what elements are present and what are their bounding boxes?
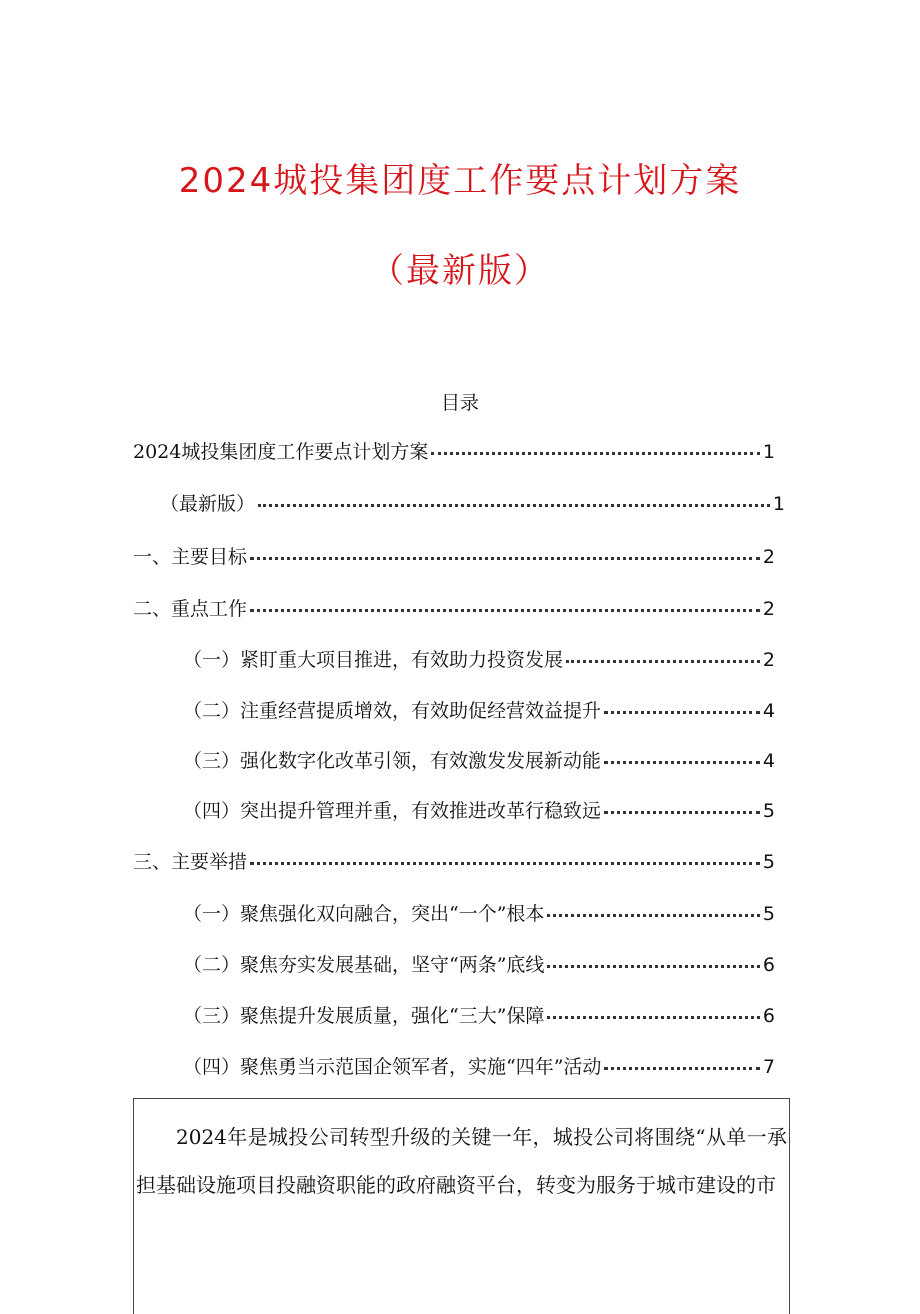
toc-leader [604,760,760,764]
toc-entry-page: 6 [762,954,775,976]
toc-leader [250,861,760,865]
toc-entry[interactable] [183,796,775,826]
toc-entry[interactable] [183,746,775,776]
toc-entry-page: 5 [762,903,775,925]
toc-leader [547,964,759,968]
toc-entry-label: （二）聚焦夯实发展基础，坚守“两条”底线 [183,954,545,976]
toc-entry[interactable] [133,594,775,624]
toc-entry-label: 二、重点工作 [133,598,248,620]
toc-entry-label: （四）突出提升管理并重，有效推进改革行稳致远 [183,800,602,822]
toc-entry[interactable] [183,950,775,980]
toc-entry-page: 5 [762,851,775,873]
toc-entry-label: （一）聚焦强化双向融合，突出“一个”根本 [183,903,545,925]
toc-entry[interactable] [133,847,775,877]
toc-leader [604,1066,759,1070]
toc-entry-page: 5 [762,800,775,822]
toc-entry[interactable] [183,899,775,929]
toc-entry[interactable] [183,696,775,726]
toc-leader [604,710,760,714]
toc-entry-label: （最新版） [160,493,256,515]
toc-leader [250,608,760,612]
toc-entry[interactable] [183,1001,775,1031]
toc-entry-label: （一）紧盯重大项目推进，有效助力投资发展 [183,649,564,671]
toc-entry-label: （二）注重经营提质增效，有效助促经营效益提升 [183,700,602,722]
toc-entry-label: 2024城投集团度工作要点计划方案 [133,441,429,463]
document-subtitle: （最新版） [370,251,550,291]
toc-entry[interactable] [133,437,775,467]
toc-entry-page: 2 [762,546,775,568]
toc-entry-page: 4 [762,700,775,722]
toc-entry[interactable] [183,645,775,675]
toc-entry[interactable] [133,542,775,572]
content-frame [133,1098,790,1314]
toc-entry-label: 一、主要目标 [133,546,248,568]
toc-entry[interactable] [160,489,785,519]
toc-entry-label: （三）聚焦提升发展质量，强化“三大”保障 [183,1005,545,1027]
body-paragraph: 2024年是城投公司转型升级的关键一年，城投公司将围绕“从单一承担基础设施项目投融资职能的政府融资平台，转变为服务于城市建设的市 [136,1125,787,1197]
toc-leader [547,913,759,917]
toc-entry-page: 6 [762,1005,775,1027]
toc-entry-label: （四）聚焦勇当示范国企领军者，实施“四年”活动 [183,1056,602,1078]
toc-entry-page: 7 [762,1056,775,1078]
toc-leader [258,503,770,507]
toc-leader [566,659,760,663]
toc-entry-page: 1 [772,493,785,515]
document-title: 2024城投集团度工作要点计划方案 [178,161,742,201]
toc-entry-label: 三、主要举措 [133,851,248,873]
toc-leader [547,1015,759,1019]
toc-entry-label: （三）强化数字化改革引领，有效激发发展新动能 [183,750,602,772]
toc-entry-page: 2 [762,598,775,620]
toc-leader [604,810,760,814]
toc-entry[interactable] [183,1052,775,1082]
toc-entry-page: 4 [762,750,775,772]
toc-leader [431,451,760,455]
toc-entry-page: 2 [762,649,775,671]
toc-heading: 目录 [440,392,479,414]
toc-entry-page: 1 [762,441,775,463]
toc-leader [250,556,760,560]
